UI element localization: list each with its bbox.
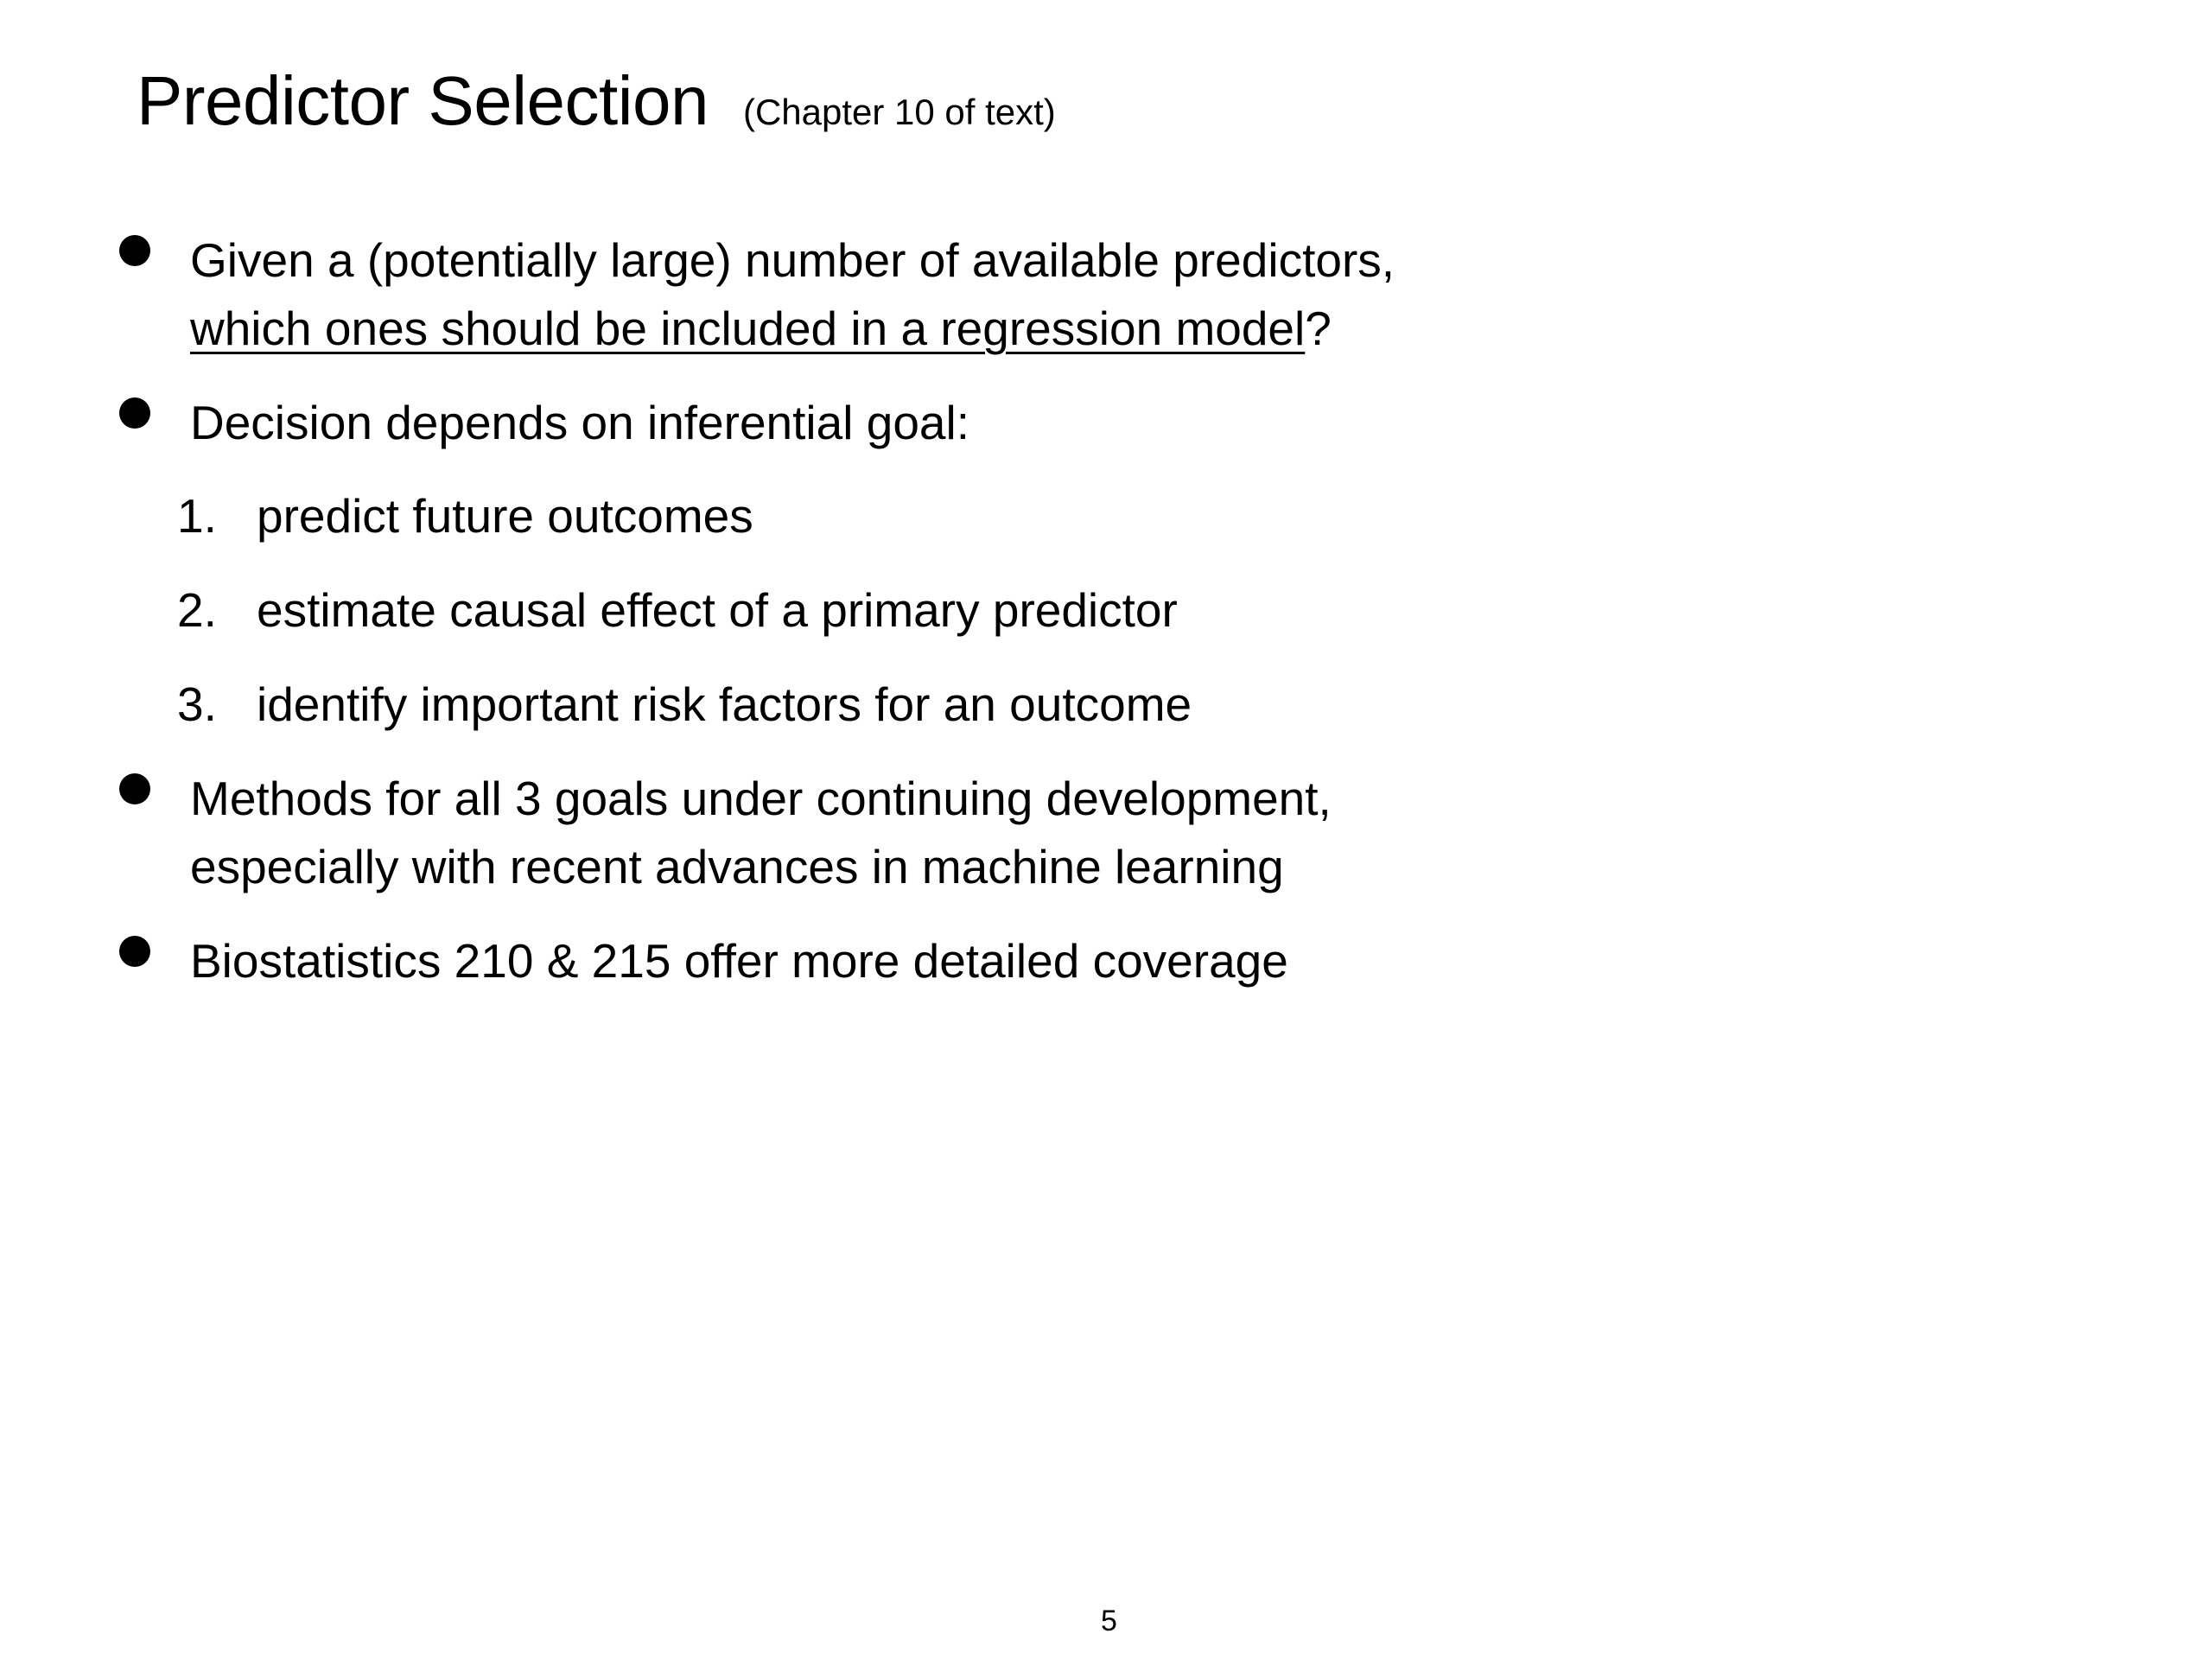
page-number: 5 bbox=[1101, 1605, 1117, 1637]
question-mark: ? bbox=[1305, 302, 1332, 355]
item-text: identify important risk factors for an outcome bbox=[257, 677, 1192, 731]
bullet-text bbox=[190, 226, 1395, 363]
bullet-line: Methods for all 3 goals under continuing development, bbox=[190, 772, 1332, 825]
bullet-text bbox=[190, 927, 1288, 995]
bullet-line: Given a (potentially large) number of available predictors, bbox=[190, 233, 1395, 287]
bullet-line: especially with recent advances in machine learning bbox=[190, 840, 1284, 893]
item-number: 3. bbox=[177, 677, 217, 731]
bullet-line bbox=[190, 295, 1395, 363]
item-text: estimate causal effect of a primary predictor bbox=[257, 583, 1178, 637]
bullet-dot bbox=[119, 936, 150, 967]
item-text: predict future outcomes bbox=[257, 489, 753, 543]
underlined-question: which ones should be included in a regression model bbox=[190, 302, 1306, 355]
title-row bbox=[137, 54, 1056, 160]
numbered-item bbox=[177, 576, 1178, 645]
bullet-text bbox=[190, 389, 969, 457]
slide-title: Predictor Selection bbox=[137, 62, 709, 139]
bullet-dot bbox=[119, 773, 150, 804]
item-number: 1. bbox=[177, 489, 217, 543]
bullet-dot bbox=[119, 235, 150, 266]
item-number: 2. bbox=[177, 583, 217, 637]
bullet-line: Biostatistics 210 & 215 offer more detailed coverage bbox=[190, 934, 1288, 988]
slide-subtitle: (Chapter 10 of text) bbox=[742, 92, 1056, 132]
bullet-dot bbox=[119, 397, 150, 429]
numbered-item bbox=[177, 482, 753, 550]
bullet-line: Decision depends on inferential goal: bbox=[190, 396, 969, 449]
bullet-text bbox=[190, 765, 1332, 901]
numbered-item bbox=[177, 671, 1192, 739]
